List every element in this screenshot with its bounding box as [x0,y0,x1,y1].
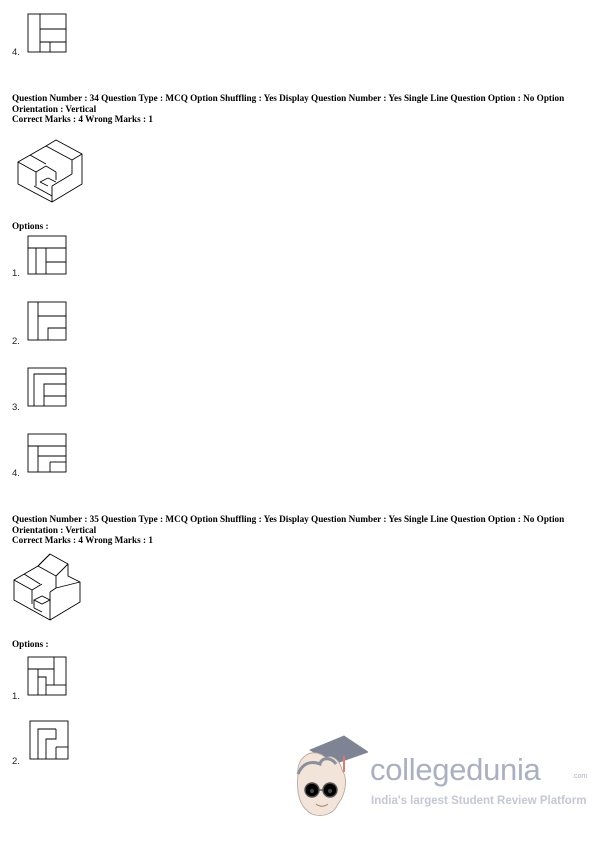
option-label[interactable]: 4. [12,468,20,479]
watermark-domain: .com [572,773,588,780]
option-label: 4. [12,47,20,58]
option-label[interactable]: 1. [12,691,20,702]
option-figure[interactable] [26,655,70,699]
option-label[interactable]: 3. [12,402,20,413]
option-label[interactable]: 2. [12,336,20,347]
marks-line: Correct Marks : 4 Wrong Marks : 1 [12,114,153,124]
isometric-figure [12,134,86,210]
watermark-brand: collegedunia [370,752,541,787]
watermark-tagline: India's largest Student Review Platform [371,795,587,807]
question-meta-line: Question Number : 34 Question Type : MCQ Option Shuffling : Yes Display Question Number : Yes Single Line Question Option : No Option Orientation : Vertical [12,93,565,114]
option-figure[interactable] [26,234,70,278]
mascot-logo [292,734,368,828]
question-meta [12,93,587,125]
option-figure[interactable] [28,719,72,763]
question-meta [12,514,587,546]
option-label[interactable]: 2. [12,756,20,767]
isometric-figure [10,550,86,628]
option-figure[interactable] [26,432,70,476]
option-label[interactable]: 1. [12,268,20,279]
marks-line: Correct Marks : 4 Wrong Marks : 1 [12,535,153,545]
option-figure[interactable] [26,300,70,344]
question-meta-line: Question Number : 35 Question Type : MCQ Option Shuffling : Yes Display Question Number : Yes Single Line Question Option : No Option Orientation : Vertical [12,514,565,535]
options-header: Options : [12,639,49,649]
options-header: Options : [12,221,49,231]
option-figure[interactable] [26,366,70,410]
option-figure [26,12,70,56]
